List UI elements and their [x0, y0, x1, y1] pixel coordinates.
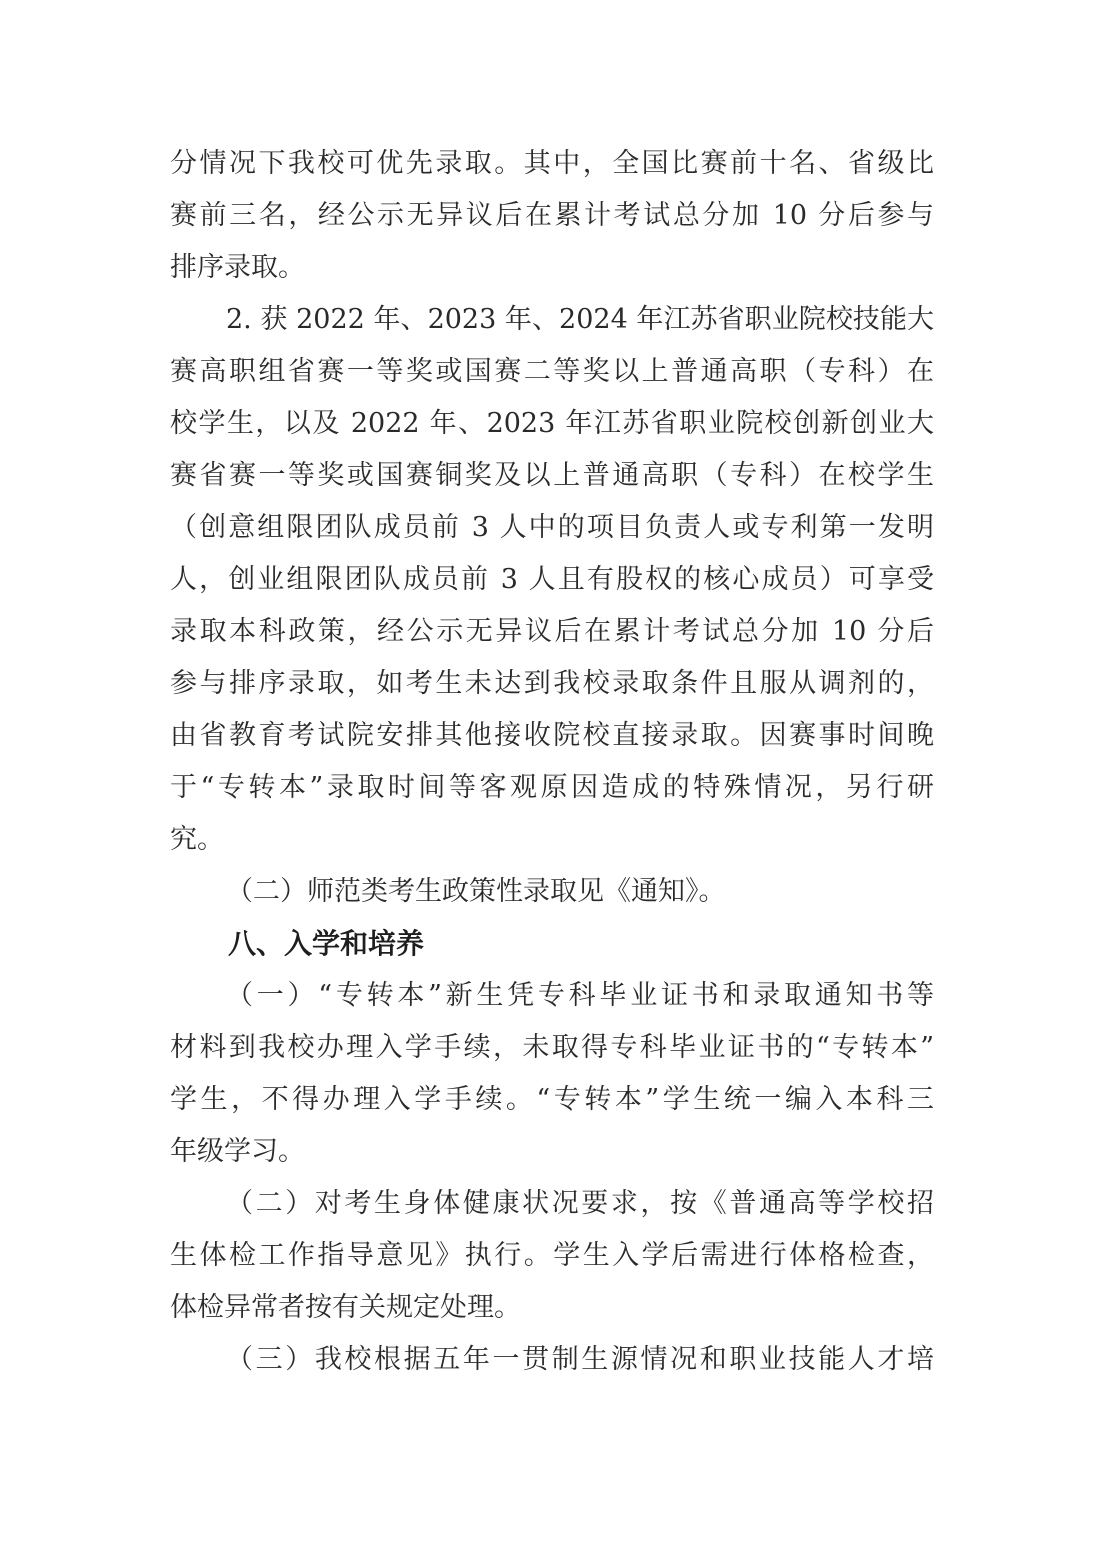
paragraph-line: 于“专转本”录取时间等客观原因造成的特殊情况，另行研 — [170, 772, 934, 803]
paragraph-line: （一）“专转本”新生凭专科毕业证书和录取通知书等 — [226, 980, 934, 1011]
paragraph-line: （二）对考生身体健康状况要求，按《普通高等学校招 — [226, 1188, 934, 1219]
paragraph-line: 分情况下我校可优先录取。其中，全国比赛前十名、省级比 — [170, 148, 934, 179]
paragraph-line: 赛前三名，经公示无异议后在累计考试总分加 10 分后参与 — [170, 200, 934, 231]
paragraph-line: 人，创业组限团队成员前 3 人且有股权的核心成员）可享受 — [170, 564, 934, 595]
paragraph-line: 学生，不得办理入学手续。“专转本”学生统一编入本科三 — [170, 1084, 934, 1115]
paragraph-line: 校学生，以及 2022 年、2023 年江苏省职业院校创新创业大 — [170, 408, 934, 439]
paragraph-line: 由省教育考试院安排其他接收院校直接录取。因赛事时间晚 — [170, 720, 934, 751]
paragraph-line: 体检异常者按有关规定处理。 — [170, 1292, 521, 1323]
paragraph-line: （创意组限团队成员前 3 人中的项目负责人或专利第一发明 — [170, 512, 934, 543]
paragraph-line: 排序录取。 — [170, 252, 305, 283]
section-heading: 八、入学和培养 — [228, 927, 425, 960]
paragraph-line: 生体检工作指导意见》执行。学生入学后需进行体格检查， — [170, 1240, 934, 1271]
paragraph-line: 2. 获 2022 年、2023 年、2024 年江苏省职业院校技能大 — [226, 304, 934, 335]
paragraph-line: （二）师范类考生政策性录取见《通知》。 — [226, 876, 726, 907]
paragraph-line: 录取本科政策，经公示无异议后在累计考试总分加 10 分后 — [170, 616, 934, 647]
paragraph-line: 赛高职组省赛一等奖或国赛二等奖以上普通高职（专科）在 — [170, 356, 934, 387]
paragraph-line: 赛省赛一等奖或国赛铜奖及以上普通高职（专科）在校学生 — [170, 460, 934, 491]
paragraph-line: 究。 — [170, 824, 224, 855]
paragraph-line: 材料到我校办理入学手续，未取得专科毕业证书的“专转本” — [170, 1032, 934, 1063]
paragraph-line: （三）我校根据五年一贯制生源情况和职业技能人才培 — [226, 1344, 934, 1375]
paragraph-line: 年级学习。 — [170, 1136, 305, 1167]
paragraph-line: 参与排序录取，如考生未达到我校录取条件且服从调剂的， — [170, 668, 934, 699]
